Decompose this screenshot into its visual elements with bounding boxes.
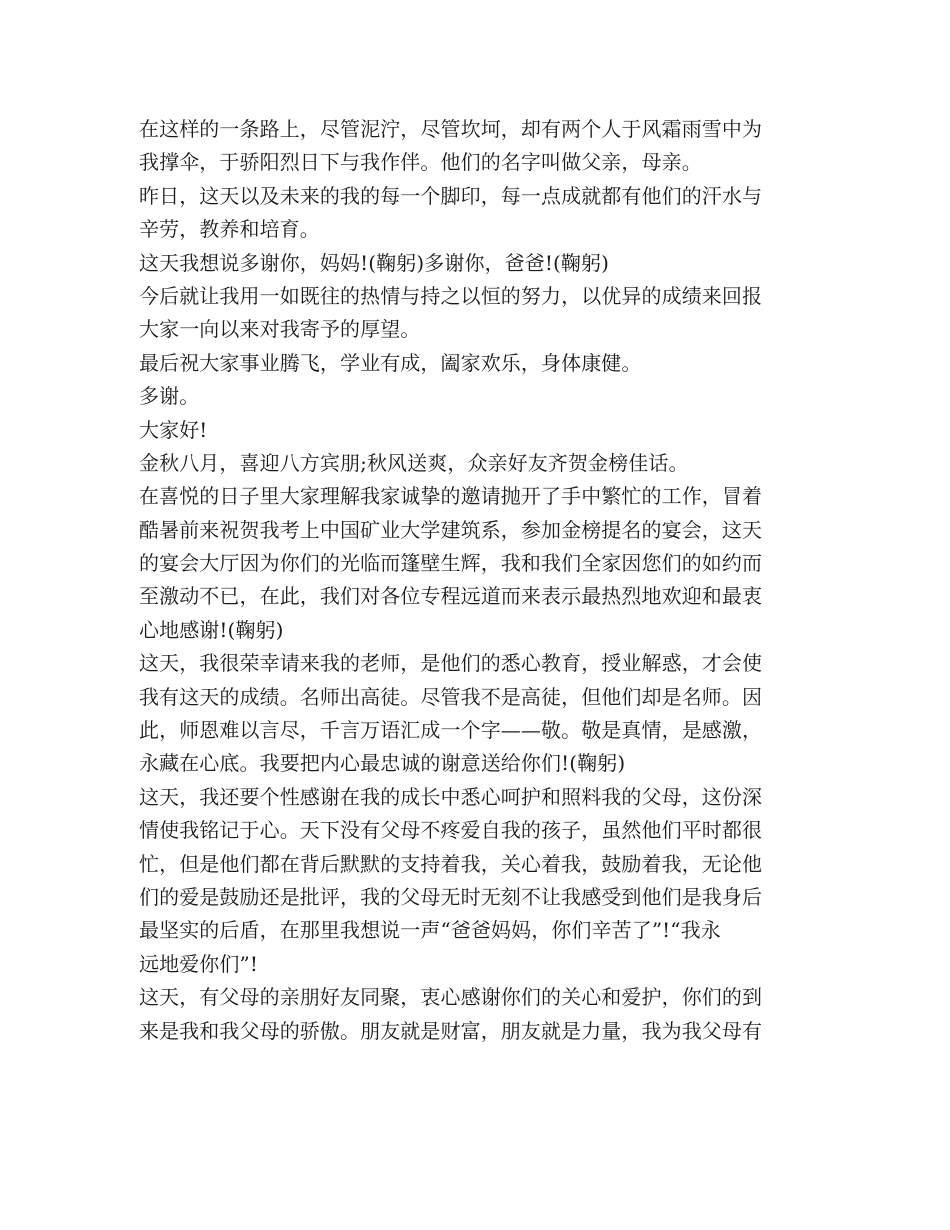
text-line: 在喜悦的日子里大家理解我家诚挚的邀请抛开了手中繁忙的工作，冒着	[139, 484, 763, 509]
text-line: 情使我铭记于心。天下没有父母不疼爱自我的孩子，虽然他们平时都很	[139, 818, 763, 843]
text-line: 们的爱是鼓励还是批评，我的父母无时无刻不让我感受到他们是我身后	[139, 884, 763, 909]
text-line: 这天，我还要个性感谢在我的成长中悉心呵护和照料我的父母，这份深	[139, 784, 763, 809]
text-line: 今后就让我用一如既往的热情与持之以恒的努力，以优异的成绩来回报	[139, 283, 763, 308]
text-line: 此，师恩难以言尽，千言万语汇成一个字——敬。敬是真情，是感激，	[139, 718, 763, 743]
text-line: 这天我想说多谢你，妈妈!(鞠躬)多谢你，爸爸!(鞠躬)	[139, 250, 609, 275]
text-line: 最坚实的后盾，在那里我想说一声“爸爸妈妈，你们辛苦了”!“我永	[139, 918, 721, 943]
text-line: 忙，但是他们都在背后默默的支持着我，关心着我，鼓励着我，无论他	[139, 851, 763, 876]
text-line: 大家好!	[139, 417, 208, 442]
text-line: 这天，有父母的亲朋好友同聚，衷心感谢你们的关心和爱护，你们的到	[139, 985, 763, 1010]
text-line: 永藏在心底。我要把内心最忠诚的谢意送给你们!(鞠躬)	[139, 751, 626, 776]
text-line: 大家一向以来对我寄予的厚望。	[139, 317, 421, 342]
text-line: 酷暑前来祝贺我考上中国矿业大学建筑系，参加金榜提名的宴会，这天	[139, 517, 763, 542]
text-line: 远地爱你们”!	[139, 951, 258, 976]
text-line: 金秋八月，喜迎八方宾朋;秋风送爽，众亲好友齐贺金榜佳话。	[139, 450, 689, 475]
text-line: 来是我和我父母的骄傲。朋友就是财富，朋友就是力量，我为我父母有	[139, 1018, 763, 1043]
document-body	[139, 113, 819, 1048]
text-line: 辛劳，教养和培育。	[139, 217, 320, 242]
text-line: 我有这天的成绩。名师出高徒。尽管我不是高徒，但他们却是名师。因	[139, 684, 763, 709]
text-line: 多谢。	[139, 384, 200, 409]
text-line: 的宴会大厅因为你们的光临而篷壁生辉，我和我们全家因您们的如约而	[139, 551, 763, 576]
text-line: 我撑伞，于骄阳烈日下与我作伴。他们的名字叫做父亲，母亲。	[139, 150, 702, 175]
text-line: 这天，我很荣幸请来我的老师，是他们的悉心教育，授业解惑，才会使	[139, 651, 763, 676]
text-line: 最后祝大家事业腾飞，学业有成，阖家欢乐，身体康健。	[139, 350, 642, 375]
text-line: 昨日，这天以及未来的我的每一个脚印，每一点成就都有他们的汗水与	[139, 183, 763, 208]
text-line: 心地感谢!(鞠躬)	[139, 617, 284, 642]
text-line: 在这样的一条路上，尽管泥泞，尽管坎坷，却有两个人于风霜雨雪中为	[139, 117, 763, 141]
text-line: 至激动不已，在此，我们对各位专程远道而来表示最热烈地欢迎和最衷	[139, 584, 763, 609]
